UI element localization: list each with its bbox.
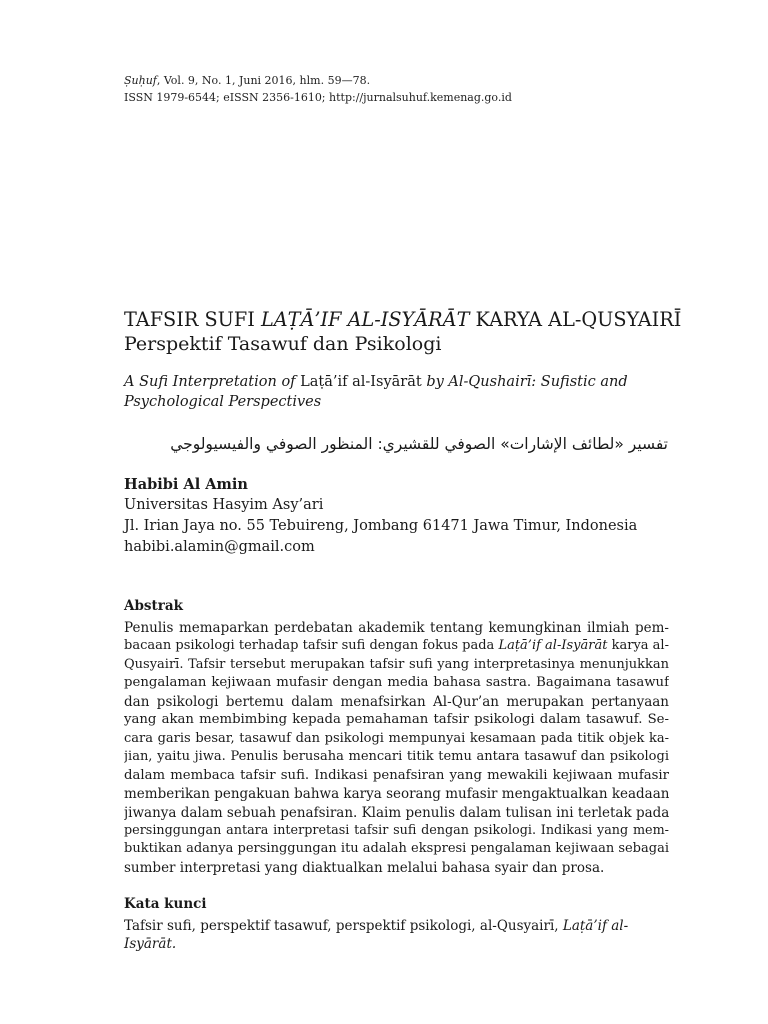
abstract-line-suffix: karya al- [607, 638, 669, 654]
abstract-line-text: bacaan psikologi terhadap tafsir sufi dengan fokus pada [124, 638, 499, 654]
abstract-line: sumber interpretasi yang diaktualkan melalui bahasa syair dan prosa. [124, 859, 605, 876]
abstract-line: Penulis memaparkan perdebatan akademik tentang kemungkinan ilmiah pem- [124, 620, 669, 636]
abstract-line: dan psikologi bertemu dalam menafsirkan Al-Qur’an merupakan pertanyaan [124, 693, 669, 710]
abstract-line: Qusyairī. Tafsir tersebut merupakan tafsir sufi yang interpretasinya menunjukkan [124, 656, 669, 672]
abstract-heading: Abstrak [124, 598, 183, 614]
journal-issue: , Vol. 9, No. 1, Juni 2016, hlm. 59—78. [156, 74, 371, 87]
abstract-line: buktikan adanya persinggungan itu adalah ekspresi pengalaman kejiwaan sebagai [124, 841, 669, 857]
english-title-line-2: Psychological Perspectives [124, 394, 322, 410]
abstract-section [124, 597, 669, 877]
keywords-heading: Kata kunci [124, 896, 207, 912]
english-title-line-1 [124, 372, 664, 392]
keywords-italic: Laṭā’if al-Isyārāt. [124, 918, 629, 952]
english-title-part3: by Al-Qushairī: Sufistic and [421, 374, 628, 390]
abstract-line [124, 637, 669, 655]
abstract-line: yang akan membimbing kepada pemahaman tafsir psikologi dalam tasawuf. Se- [124, 712, 669, 728]
title-subtitle: Perspektif Tasawuf dan Psikologi [124, 333, 442, 355]
abstract-line: dalam membaca tafsir sufi. Indikasi penafsiran yang mewakili kejiwaan mufasir [124, 767, 669, 783]
title-italic: LAṬĀ’IF AL-ISYĀRĀT [260, 308, 470, 331]
abstract-line: pengalaman kejiwaan mufasir dengan media bahasa sastra. Bagaimana tasawuf [124, 675, 669, 691]
keywords-section [124, 895, 669, 953]
english-title-part2: Laṭā’if al-Isyārāt [300, 374, 422, 390]
author-email: habibi.alamin@gmail.com [124, 539, 315, 555]
author-address: Jl. Irian Jaya no. 55 Tebuireng, Jombang 61471 Jawa Timur, Indonesia [124, 518, 638, 534]
abstract-line: persinggungan antara interpretasi tafsir sufi dengan psikologi. Indikasi yang mem- [124, 822, 669, 838]
keywords-text [124, 917, 669, 953]
journal-citation [124, 72, 512, 89]
arabic-title: تفسير «لطائف الإشارات» الصوفي للقشيري: المنظور الصوفي والفيسيولوجي [170, 435, 668, 453]
journal-issn: ISSN 1979-6544; eISSN 2356-1610; http://jurnalsuhuf.kemenag.go.id [124, 91, 512, 104]
journal-name: Ṣuḥuf [124, 74, 157, 87]
abstract-line: cara garis besar, tasawuf dan psikologi mempunyai kesamaan pada titik objek ka- [124, 730, 669, 746]
title-line-1 [124, 308, 684, 332]
author-name: Habibi Al Amin [124, 476, 248, 493]
english-title [124, 372, 664, 412]
title-suffix: KARYA AL-QUSYAIRĪ [469, 308, 682, 331]
abstract-line: jiwanya dalam sebuah penafsiran. Klaim penulis dalam tulisan ini terletak pada [124, 804, 669, 821]
abstract-line: memberikan pengakuan bahwa karya seorang mufasir mengaktualkan keadaan [124, 786, 669, 803]
journal-header [124, 72, 512, 106]
article-title [124, 308, 684, 356]
author-block [124, 474, 637, 558]
abstract-body [124, 619, 669, 877]
abstract-italic-title: Laṭā’if al-Isyārāt [498, 638, 608, 654]
english-title-part1: A Sufi Interpretation of [124, 374, 301, 390]
abstract-line: jian, yaitu jiwa. Penulis berusaha mencari titik temu antara tasawuf dan psikologi [124, 749, 669, 765]
keywords-list: Tafsir sufi, perspektif tasawuf, perspektif psikologi, al-Qusyairī, [124, 918, 563, 934]
title-prefix: TAFSIR SUFI [124, 308, 261, 331]
author-affiliation: Universitas Hasyim Asy’ari [124, 497, 324, 513]
